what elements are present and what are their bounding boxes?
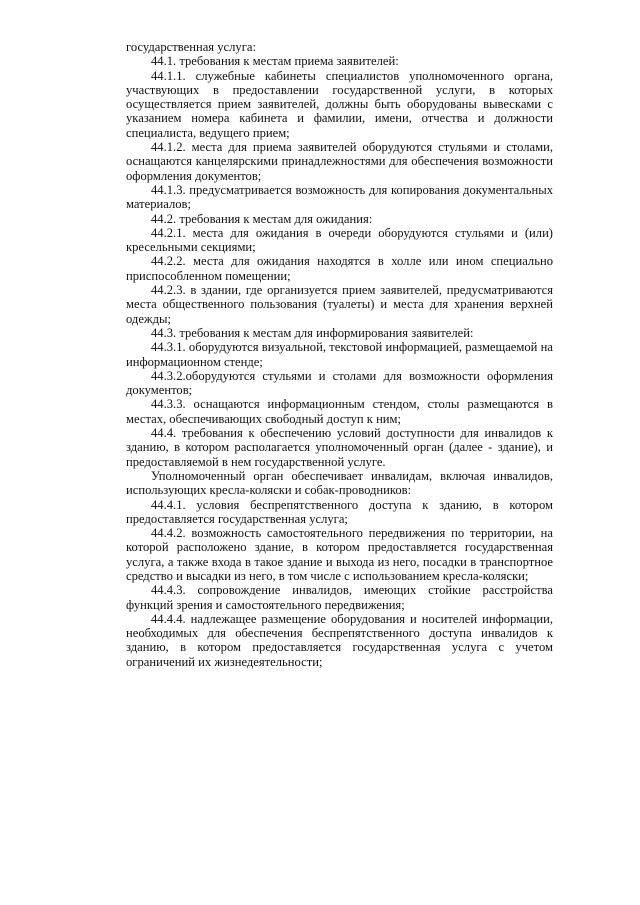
paragraph-44-4: 44.4. требования к обеспечению условий доступности для инвалидов к зданию, в котором располагается уполномоченный орган (далее - здание), и предоставляемой в нем государственной услуге. — [126, 426, 553, 469]
paragraph-44-4-3: 44.4.3. сопровождение инвалидов, имеющих стойкие расстройства функций зрения и самостоятельного передвижения; — [126, 583, 553, 612]
paragraph-44-4-4: 44.4.4. надлежащее размещение оборудования и носителей информации, необходимых для обеспечения беспрепятственного доступа инвалидов к зданию, в котором предоставляется государственная услуга с учетом ограничений их жизнедеятельности; — [126, 611, 553, 669]
paragraph-44-3-2: 44.3.2.оборудуются стульями и столами для возможности оформления документов; — [126, 368, 553, 398]
paragraph-44-1-3: 44.1.3. предусматривается возможность для копирования документальных материалов; — [126, 182, 553, 212]
paragraph-44-4-1: 44.4.1. условия беспрепятственного доступа к зданию, в котором предоставляется государственная услуга; — [126, 497, 553, 526]
paragraph-continuation: государственная услуга: — [126, 40, 256, 54]
paragraph-44-3-3: 44.3.3. оснащаются информационным стендом, столы размещаются в местах, обеспечивающих свободный доступ к ним; — [126, 397, 553, 426]
paragraph-44-2-3: 44.2.3. в здании, где организуется прием заявителей, предусматриваются места общественного пользования (туалеты) и места для хранения верхней одежды; — [126, 283, 553, 326]
paragraph-44-1: 44.1. требования к местам приема заявителей: — [151, 54, 399, 69]
paragraph-44-3-1: 44.3.1. оборудуются визуальной, текстовой информацией, размещаемой на информационном стенде; — [126, 340, 553, 369]
document-page — [126, 40, 553, 669]
paragraph-44-2-1: 44.2.1. места для ожидания в очереди оборудуются стульями и (или) кресельными секциями; — [126, 225, 553, 255]
paragraph-44-2: 44.2. требования к местам для ожидания: — [151, 211, 373, 226]
paragraph-authority-provides: Уполномоченный орган обеспечивает инвалидам, включая инвалидов, использующих кресла-коляски и собак-проводников: — [126, 468, 553, 498]
paragraph-44-1-1: 44.1.1. служебные кабинеты специалистов уполномоченного органа, участвующих в предоставлении государственной услуги, в которых осуществляется прием заявителей, должны быть оборудованы вывесками с указанием номера кабинета и фамилии, имени, отчества и должности специалиста, ведущего прием; — [126, 68, 553, 140]
paragraph-44-1-2: 44.1.2. места для приема заявителей оборудуются стульями и столами, оснащаются канцелярскими принадлежностями для обеспечения возможности оформления документов; — [126, 140, 553, 183]
paragraph-44-4-2: 44.4.2. возможность самостоятельного передвижения по территории, на которой расположено здание, в котором предоставляется государственная услуга, а также входа в такое здание и выхода из него, посадки в транспортное средство и высадки из него, в том числе с использованием кресла-коляски; — [126, 526, 553, 583]
paragraph-44-3: 44.3. требования к местам для информирования заявителей: — [151, 325, 474, 340]
paragraph-44-2-2: 44.2.2. места для ожидания находятся в холле или ином специально приспособленном помещении; — [126, 254, 553, 283]
